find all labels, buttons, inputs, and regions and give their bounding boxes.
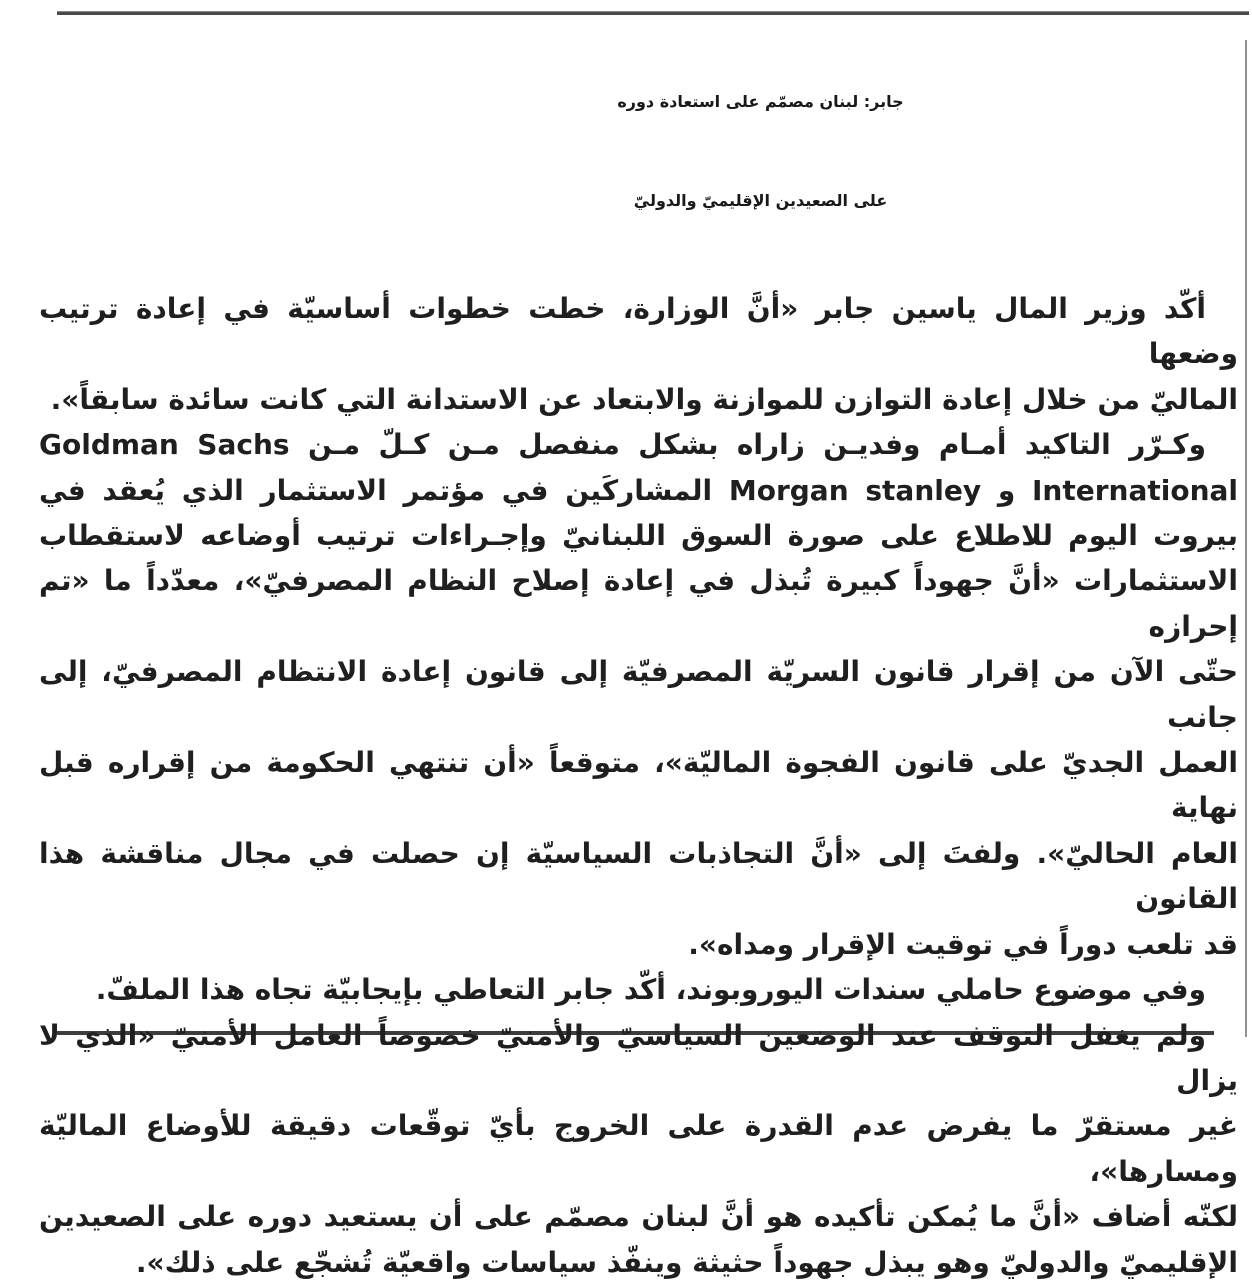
top-divider-rule [57, 11, 1249, 15]
text-line: العمل الجديّ على قانون الفجوة الماليّة»، متوقعاً «أن تنتهي الحكومة من إقراره قبل نهاية [39, 746, 1238, 825]
text-line: العام الحاليّ». ولفتَ إلى «أنَّ التجاذبات السياسيّة إن حصلت في مجال مناقشة هذا القانون [39, 836, 1238, 916]
text-line: غير مستقرّ ما يفرض عدم القدرة على الخروج بأيّ توقّعات دقيقة للأوضاع الماليّة ومسارها»، [39, 1109, 1238, 1188]
text-line: أكّد وزير المال ياسين جابر «أنَّ الوزارة، خطت خطوات أساسيّة في إعادة ترتيب وضعها [39, 292, 1238, 371]
column-separator-rule [1245, 40, 1247, 1037]
text-line: الاستثمارات «أنَّ جهوداً كبيرة تُبذل في إعادة إصلاح النظام المصرفيّ»، معدّداً ما «تم إحرازه [39, 564, 1238, 643]
text-line: International و Morgan stanley المشاركَين في مؤتمر الاستثمار الذي يُعقد في [39, 473, 1239, 507]
text-line: حتّى الآن من إقرار قانون السريّة المصرفيّة إلى قانون إعادة الانتظام المصرفيّ، إلى جانب [39, 655, 1238, 734]
headline-line-2: على الصعيدين الإقليميّ والدوليّ [633, 191, 888, 210]
text-line: الإقليميّ والدوليّ وهو يبذل جهوداً حثيثة وينفّذ سياسات واقعيّة تُشجّع على ذلك». [135, 1245, 1238, 1279]
article-body [39, 286, 1238, 1285]
paragraph [39, 286, 1238, 422]
paragraph [39, 422, 1238, 967]
article-headline [285, 52, 1236, 250]
paragraph [39, 1013, 1238, 1285]
text-line: ولم يغفل التوقف عند الوضعين السياسيّ والأمنيّ خصوصاً العامل الأمنيّ «الذي لا يزال [39, 1018, 1238, 1097]
text-line: وكـرّر التاكيد أمـام وفديـن زاراه بشكل منفصل مـن كـلّ مـن Goldman Sachs [39, 428, 1206, 462]
text-line: قد تلعب دوراً في توقيت الإقرار ومداه». [688, 927, 1238, 961]
headline-line-1: جابر: لبنان مصمّم على استعادة دوره [617, 92, 904, 111]
text-line: الماليّ من خلال إعادة التوازن للموازنة والابتعاد عن الاستدانة التي كانت سائدة سابقاً». [50, 382, 1238, 416]
paragraph [39, 967, 1238, 1012]
text-line: لكنّه أضاف «أنَّ ما يُمكن تأكيده هو أنَّ لبنان مصمّم على أن يستعيد دوره على الصعيدين [39, 1200, 1238, 1234]
text-line: بيروت اليوم للاطلاع على صورة السوق اللبنانيّ وإجـراءات ترتيب أوضاعه لاستقطاب [39, 519, 1238, 553]
text-line: وفي موضوع حاملي سندات اليوروبوند، أكّد جابر التعاطي بإيجابيّة تجاه هذا الملفّ. [95, 973, 1206, 1007]
